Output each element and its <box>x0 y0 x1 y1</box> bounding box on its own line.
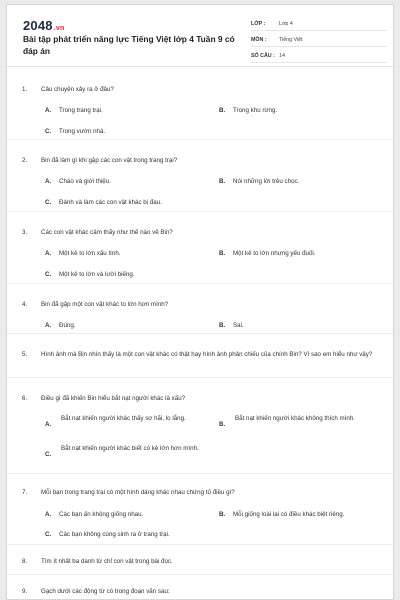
worksheet-page <box>6 4 394 600</box>
worksheet-header <box>7 5 393 67</box>
question-number: 8. <box>22 558 28 565</box>
question-item <box>7 545 393 575</box>
question-text: Mỗi bạn trong trang trại có một hình dáng khác nhau chứng tỏ điều gì? <box>41 489 235 496</box>
question-number: 6. <box>22 395 28 402</box>
question-number: 2. <box>22 157 28 164</box>
question-number: 9. <box>22 588 28 595</box>
question-number: 1. <box>22 86 28 93</box>
meta-subject: MÔN : Tiếng Việt <box>251 34 387 47</box>
question-number: 3. <box>22 229 28 236</box>
question-item: 4. Bin đã gặp một con vật khác to lớn hơn mình? A. Đúng. B. Sai. <box>7 284 393 334</box>
question-item: 3. Các con vật khác cảm thấy như thế nào về Bin? A. Một kẻ to lớn xấu tính. B. Một kẻ to lớn nhưng yếu đuối. C. Một kẻ to lớn và lười biếng. <box>7 212 393 284</box>
question-list <box>7 67 393 600</box>
question-item: 1. Câu chuyện xảy ra ở đâu? A. Trong trang trại. B. Trong khu rừng. C. Trong vườn nhà. <box>7 67 393 140</box>
question-text: Bin đã làm gì khi gặp các con vật trong trang trại? <box>41 157 178 164</box>
meta-grade: LỚP : Lớp 4 <box>251 18 387 31</box>
question-text: Điều gì đã khiến Bin hiểu bắt nạt người khác là xấu? <box>41 395 186 402</box>
question-text: Gạch dưới các động từ có trong đoạn văn sau: <box>41 588 170 595</box>
question-item <box>7 575 393 600</box>
meta-question-count: SỐ CÂU : 14 <box>251 50 387 63</box>
question-text: Các con vật khác cảm thấy như thế nào về Bin? <box>41 229 173 236</box>
question-item <box>7 334 393 378</box>
question-text: Tìm ít nhất ba danh từ chỉ con vật trong bài đọc. <box>41 558 173 565</box>
question-number: 7. <box>22 489 28 496</box>
question-number: 4. <box>22 301 28 308</box>
question-text: Câu chuyện xảy ra ở đâu? <box>41 86 114 93</box>
worksheet-meta <box>251 18 387 66</box>
question-text: Hình ảnh mà Bin nhìn thấy là một con vật khác có thật hay hình ảnh phản chiếu của chính Bin? Vì sao em hiểu như vậy? <box>41 351 373 358</box>
page-title: Bài tập phát triển năng lực Tiếng Việt lớp 4 Tuần 9 có đáp án <box>23 34 235 56</box>
question-item: 7. Mỗi bạn trong trang trại có một hình dáng khác nhau chứng tỏ điều gì? A. Các bạn ấn không giống nhau. B. Mỗi giống loài lại có điều khác biệt riêng. C. Các bạn không cùng sinh ra ở trang trại. <box>7 474 393 545</box>
question-text: Bin đã gặp một con vật khác to lớn hơn mình? <box>41 301 169 308</box>
question-item: 2. Bin đã làm gì khi gặp các con vật trong trang trại? A. Chào và giới thiệu. B. Nói những lời trêu chọc. C. Đánh và làm các con vật khác bị đau. <box>7 140 393 212</box>
question-item: 6. Điều gì đã khiến Bin hiểu bắt nạt người khác là xấu? A. Bắt nạt khiến người khác thấy sợ hãi, lo lắng. B. Bắt nạt khiến người khác không thích mình. C. Bắt nạt khiến người khác biết có kẻ lớn hơn mình. <box>7 378 393 474</box>
question-number: 5. <box>22 351 28 358</box>
site-logo[interactable]: 2048.vn <box>23 18 65 33</box>
